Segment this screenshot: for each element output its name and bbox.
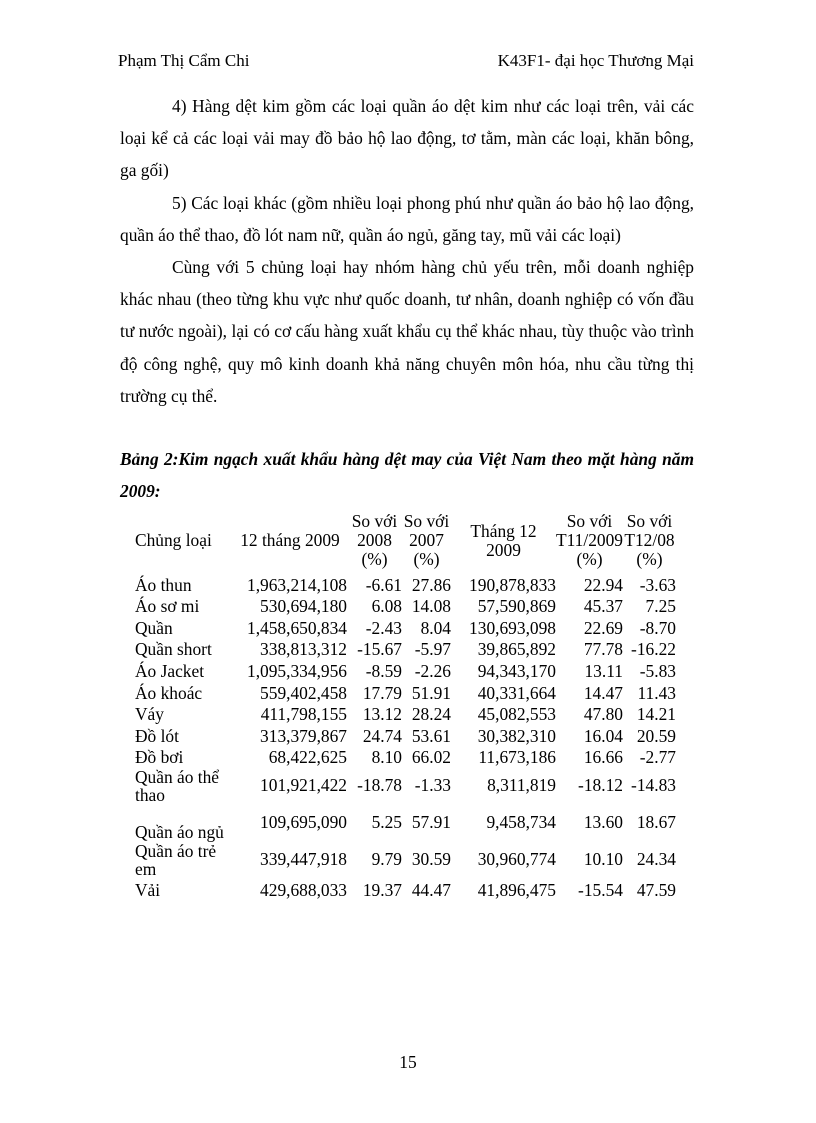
header-cell: So với 2007 (%) — [403, 511, 450, 569]
table-cell: 9.79 — [371, 849, 402, 870]
table-cell: 313,379,867 — [260, 725, 347, 746]
table-cell: Quần áo ngủ — [135, 822, 224, 843]
table-cell: 18.67 — [636, 812, 676, 833]
table-cell: 190,878,833 — [469, 574, 556, 595]
table-cell: -5.97 — [414, 639, 451, 660]
table-cell: 1,458,650,834 — [247, 617, 347, 638]
table-header-row — [129, 512, 676, 573]
table-row — [129, 746, 676, 768]
table-row — [129, 638, 676, 660]
paragraph: 5) Các loại khác (gồm nhiều loại phong phú như quần áo bảo hộ lao động, quần áo thể thao, đồ lót nam nữ, quần áo ngủ, găng tay, mũ vải các loại) — [120, 192, 694, 245]
table-cell: 30.59 — [411, 849, 451, 870]
paragraph: 4) Hàng dệt kim gồm các loại quần áo dệt kim như các loại trên, vải các loại kể cả các loại vải may đồ bảo hộ lao động, tơ tằm, màn các loại, khăn bông, ga gối) — [120, 96, 694, 181]
table-cell: 13.11 — [584, 660, 623, 681]
table-cell: 24.34 — [636, 849, 676, 870]
table-cell: -18.12 — [578, 775, 623, 796]
table-row — [129, 573, 676, 595]
table-cell: Quần áo thể thao — [135, 767, 220, 806]
table-row — [129, 703, 676, 725]
table-cell: -18.78 — [357, 775, 402, 796]
header-cell: Chủng loại — [135, 530, 212, 550]
table-cell: -14.83 — [631, 775, 676, 796]
table-cell: 14.08 — [411, 596, 451, 617]
table-cell: Váy — [135, 704, 164, 725]
table-cell: 19.37 — [362, 879, 402, 900]
table-cell: 77.78 — [583, 639, 623, 660]
table-cell: 94,343,170 — [477, 660, 556, 681]
table-cell: 8,311,819 — [487, 775, 556, 796]
table-row — [129, 616, 676, 638]
table-cell: 45.37 — [583, 596, 623, 617]
table-cell: 16.04 — [583, 725, 623, 746]
table-cell: -2.77 — [639, 747, 676, 768]
table-caption: Bảng 2:Kim ngạch xuất khẩu hàng dệt may của Việt Nam theo mặt hàng năm 2009: — [120, 449, 694, 501]
table-cell: 10.10 — [583, 849, 623, 870]
header-cell: So với T11/2009 (%) — [556, 511, 623, 569]
table-cell: 6.08 — [371, 596, 402, 617]
table-cell: 68,422,625 — [268, 747, 347, 768]
table-cell: -6.61 — [365, 574, 402, 595]
table-cell: 101,921,422 — [260, 775, 347, 796]
header-class-school: K43F1- đại học Thương Mại — [497, 51, 694, 70]
table-cell: 51.91 — [411, 682, 451, 703]
table-cell: 16.66 — [583, 747, 623, 768]
table-cell: -15.67 — [357, 639, 402, 660]
table-cell: Quần áo trẻ em — [135, 841, 217, 880]
page-number: 15 — [399, 1052, 417, 1072]
table-cell: 30,382,310 — [477, 725, 556, 746]
table-cell: 44.47 — [411, 879, 451, 900]
table-cell: 8.04 — [420, 617, 451, 638]
table-cell: -5.83 — [639, 660, 676, 681]
table-cell: 530,694,180 — [260, 596, 347, 617]
table-cell: 8.10 — [371, 747, 402, 768]
header-cell: 12 tháng 2009 — [240, 530, 340, 550]
table-row — [129, 878, 676, 900]
table-cell: Quần short — [135, 639, 212, 660]
table-cell: 1,963,214,108 — [247, 574, 347, 595]
table-cell: 11,673,186 — [478, 747, 556, 768]
table-cell: 22.69 — [583, 617, 623, 638]
header-cell: So với T12/08 (%) — [624, 511, 675, 569]
table-cell: 130,693,098 — [469, 617, 556, 638]
table-cell: 45,082,553 — [477, 704, 556, 725]
table-cell: Áo thun — [135, 574, 192, 595]
table-cell: 20.59 — [636, 725, 676, 746]
table-cell: 47.59 — [636, 879, 676, 900]
table-cell: 66.02 — [411, 747, 451, 768]
table-cell: 9,458,734 — [486, 812, 556, 833]
table-cell: 27.86 — [411, 574, 451, 595]
table-cell: 22.94 — [583, 574, 623, 595]
table-cell: -8.70 — [639, 617, 676, 638]
table-cell: -15.54 — [578, 879, 623, 900]
table-row — [129, 595, 676, 617]
table-cell: -16.22 — [631, 639, 676, 660]
table-cell: 39,865,892 — [477, 639, 556, 660]
header-cell: So với 2008 (%) — [351, 511, 398, 569]
table-cell: 14.47 — [583, 682, 623, 703]
table-cell: 28.24 — [411, 704, 451, 725]
table-cell: 47.80 — [583, 704, 623, 725]
table-row — [129, 767, 676, 804]
table-cell: 429,688,033 — [260, 879, 347, 900]
table-row — [129, 659, 676, 681]
table-cell: 5.25 — [371, 812, 402, 833]
table-row — [129, 681, 676, 703]
table-cell: -2.43 — [365, 617, 402, 638]
table-cell: 53.61 — [411, 725, 451, 746]
table-row — [129, 724, 676, 746]
body-text — [120, 90, 694, 412]
table-cell: 13.12 — [362, 704, 402, 725]
table-cell: 30,960,774 — [477, 849, 556, 870]
table-cell: 14.21 — [636, 704, 676, 725]
table-cell: 109,695,090 — [260, 812, 347, 833]
table-cell: 411,798,155 — [260, 704, 347, 725]
table-cell: 40,331,664 — [477, 682, 556, 703]
export-table — [129, 512, 676, 900]
table-cell: -3.63 — [639, 574, 676, 595]
header-cell: Tháng 12 2009 — [470, 520, 537, 560]
table-cell: -8.59 — [365, 660, 402, 681]
paragraph: Cùng với 5 chủng loại hay nhóm hàng chủ yếu trên, mỗi doanh nghiệp khác nhau (theo từng khu vực như quốc doanh, tư nhân, doanh nghiệp có vốn đầu tư nước ngoài), lại có cơ cấu hàng xuất khẩu cụ thể khác nhau, tùy thuộc vào trình độ công nghệ, quy mô kinh doanh khả năng chuyên môn hóa, nhu cầu từng thị trường cụ thể. — [120, 257, 694, 406]
page-header — [118, 46, 694, 76]
table-cell: Áo sơ mi — [135, 596, 200, 617]
table-cell: Đồ lót — [135, 725, 179, 746]
table-cell: 24.74 — [362, 725, 402, 746]
table-row — [129, 804, 676, 841]
table-cell: -1.33 — [414, 775, 451, 796]
table-cell: Áo khoác — [135, 682, 203, 703]
table-cell: 339,447,918 — [260, 849, 347, 870]
table-cell: -2.26 — [414, 660, 451, 681]
table-cell: 559,402,458 — [260, 682, 347, 703]
table-cell: 57.91 — [411, 812, 451, 833]
table-cell: 41,896,475 — [477, 879, 556, 900]
table-cell: 7.25 — [645, 596, 676, 617]
table-cell: 13.60 — [583, 812, 623, 833]
table-cell: 11.43 — [637, 682, 676, 703]
table-cell: 17.79 — [362, 682, 402, 703]
table-cell: 338,813,312 — [260, 639, 347, 660]
table-cell: Vải — [135, 879, 161, 900]
header-author: Phạm Thị Cẩm Chi — [118, 51, 250, 70]
table-row — [129, 841, 676, 878]
table-cell: Áo Jacket — [135, 660, 205, 681]
table-cell: Đồ bơi — [135, 747, 184, 768]
table-cell: 57,590,869 — [477, 596, 556, 617]
table-cell: 1,095,334,956 — [247, 660, 347, 681]
table-cell: Quần — [135, 617, 173, 638]
